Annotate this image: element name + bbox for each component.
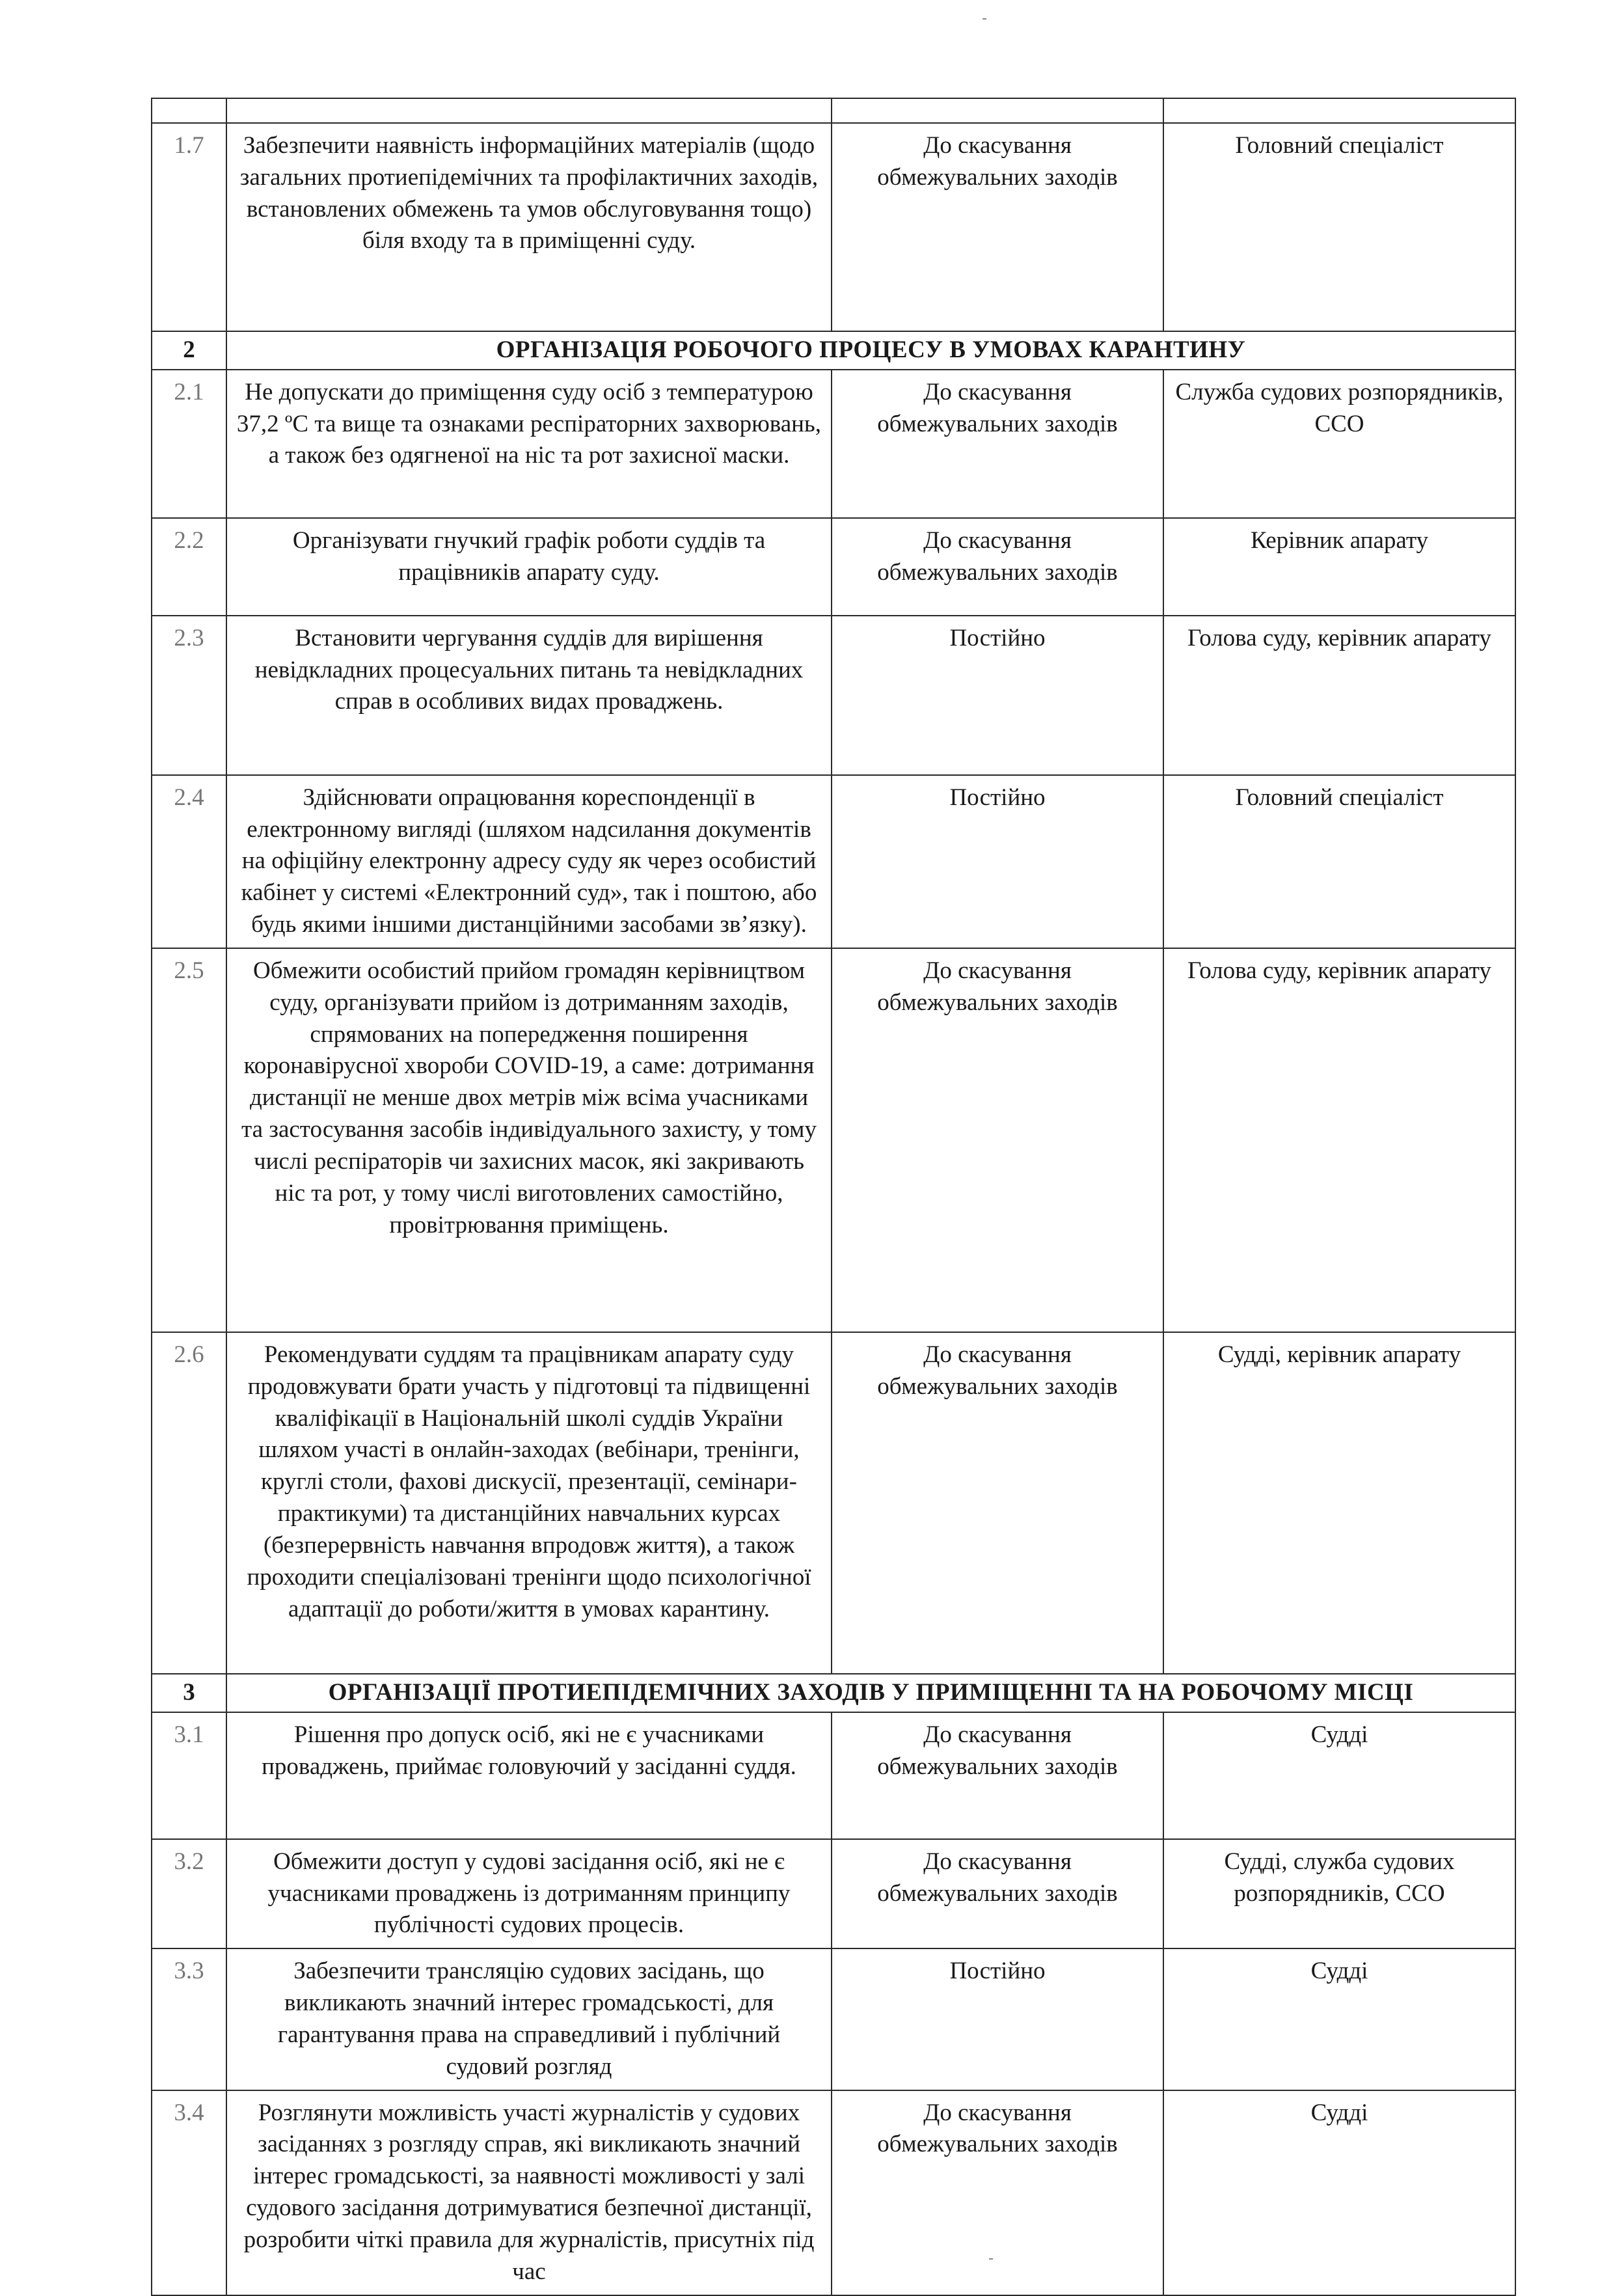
table-row: [152, 1839, 1515, 1948]
measures-table-body: [152, 98, 1515, 2295]
item-responsible: Голова суду, керівник апарату: [1163, 616, 1515, 775]
section-row: [152, 1674, 1515, 1712]
table-row: [152, 2090, 1515, 2295]
item-term: До скасування обмежувальних заходів: [832, 123, 1163, 331]
table-row: [152, 518, 1515, 616]
stub-cell: [152, 98, 226, 123]
stub-cell: [226, 98, 832, 123]
scan-mark: [983, 18, 986, 20]
item-number: 2.3: [152, 616, 226, 775]
item-task: Встановити чергування суддів для вирішення невідкладних процесуальних питань та невідкладних справ в особливих видах проваджень.: [226, 616, 832, 775]
item-term: Постійно: [832, 775, 1163, 948]
item-task: Здійснювати опрацювання кореспонденції в електронному вигляді (шляхом надсилання документів на офіційну електронну адресу суду як через особистий кабінет у системі «Електронний суд», так і поштою, або будь якими іншими дистанційними засобами зв’язку).: [226, 775, 832, 948]
item-term: До скасування обмежувальних заходів: [832, 2090, 1163, 2295]
item-number: 3.1: [152, 1712, 226, 1839]
section-title: ОРГАНІЗАЦІЇ ПРОТИЕПІДЕМІЧНИХ ЗАХОДІВ У ПРИМІЩЕННІ ТА НА РОБОЧОМУ МІСЦІ: [226, 1674, 1515, 1712]
item-responsible: Головний спеціаліст: [1163, 123, 1515, 331]
item-number: 3.2: [152, 1839, 226, 1948]
table-row: [152, 1948, 1515, 2090]
item-term: До скасування обмежувальних заходів: [832, 1839, 1163, 1948]
table-row: [152, 775, 1515, 948]
item-task: Обмежити доступ у судові засідання осіб, які не є учасниками проваджень із дотриманням принципу публічності судових процесів.: [226, 1839, 832, 1948]
table-row: [152, 370, 1515, 518]
item-number: 3.4: [152, 2090, 226, 2295]
item-task: Забезпечити трансляцію судових засідань, що викликають значний інтерес громадськості, для гарантування права на справедливий і публічний судовий розгляд: [226, 1948, 832, 2090]
continued-row-stub: [152, 98, 1515, 123]
table-row: [152, 616, 1515, 775]
item-term: До скасування обмежувальних заходів: [832, 370, 1163, 518]
item-number: 2.6: [152, 1332, 226, 1674]
item-responsible: Головний спеціаліст: [1163, 775, 1515, 948]
table-row: [152, 123, 1515, 331]
item-responsible: Служба судових розпорядників, ССО: [1163, 370, 1515, 518]
section-row: [152, 331, 1515, 370]
item-task: Організувати гнучкий графік роботи суддів та працівників апарату суду.: [226, 518, 832, 616]
item-responsible: Судді: [1163, 2090, 1515, 2295]
item-term: До скасування обмежувальних заходів: [832, 1712, 1163, 1839]
item-term: Постійно: [832, 616, 1163, 775]
item-task: Рекомендувати суддям та працівникам апарату суду продовжувати брати участь у підготовці та підвищенні кваліфікації в Національній школі суддів України шляхом участі в онлайн-заходах (вебінари, тренінги, круглі столи, фахові дискусії, презентації, семінари-практикуми) та дистанційних навчальних курсах (безперервність навчання впродовж життя), а також проходити спеціалізовані тренінги щодо психологічної адаптації до роботи/життя в умовах карантину.: [226, 1332, 832, 1674]
section-number: 2: [152, 331, 226, 370]
measures-table: [151, 98, 1516, 2296]
item-responsible: Голова суду, керівник апарату: [1163, 948, 1515, 1332]
section-title: ОРГАНІЗАЦІЯ РОБОЧОГО ПРОЦЕСУ В УМОВАХ КАРАНТИНУ: [226, 331, 1515, 370]
item-responsible: Судді: [1163, 1948, 1515, 2090]
item-task: Обмежити особистий прийом громадян керівництвом суду, організувати прийом із дотриманням заходів, спрямованих на попередження поширення коронавірусної хвороби COVID-19, а саме: дотримання дистанції не менше двох метрів між всіма учасниками та застосування засобів індивідуального захисту, у тому числі респіраторів чи захисних масок, які закривають ніс та рот, у тому числі виготовлених самостійно, провітрювання приміщень.: [226, 948, 832, 1332]
item-task: Розглянути можливість участі журналістів у судових засіданнях з розгляду справ, які викликають значний інтерес громадськості, за наявності можливості у залі судового засідання дотримуватися безпечної дистанції, розробити чіткі правила для журналістів, присутніх під час: [226, 2090, 832, 2295]
item-term: До скасування обмежувальних заходів: [832, 518, 1163, 616]
item-task: Забезпечити наявність інформаційних матеріалів (щодо загальних протиепідемічних та профілактичних заходів, встановлених обмежень та умов обслуговування тощо) біля входу та в приміщенні суду.: [226, 123, 832, 331]
item-task: Не допускати до приміщення суду осіб з температурою 37,2 ºС та вище та ознаками респіраторних захворювань, а також без одягненої на ніс та рот захисної маски.: [226, 370, 832, 518]
section-number: 3: [152, 1674, 226, 1712]
table-row: [152, 1332, 1515, 1674]
item-term: До скасування обмежувальних заходів: [832, 948, 1163, 1332]
item-number: 2.1: [152, 370, 226, 518]
stub-cell: [832, 98, 1163, 123]
item-responsible: Судді: [1163, 1712, 1515, 1839]
item-responsible: Судді, служба судових розпорядників, ССО: [1163, 1839, 1515, 1948]
item-number: 2.2: [152, 518, 226, 616]
table-row: [152, 948, 1515, 1332]
item-responsible: Судді, керівник апарату: [1163, 1332, 1515, 1674]
item-term: До скасування обмежувальних заходів: [832, 1332, 1163, 1674]
stub-cell: [1163, 98, 1515, 123]
item-number: 1.7: [152, 123, 226, 331]
item-number: 2.4: [152, 775, 226, 948]
item-responsible: Керівник апарату: [1163, 518, 1515, 616]
table-row: [152, 1712, 1515, 1839]
item-term: Постійно: [832, 1948, 1163, 2090]
item-task: Рішення про допуск осіб, які не є учасниками проваджень, приймає головуючий у засіданні суддя.: [226, 1712, 832, 1839]
item-number: 2.5: [152, 948, 226, 1332]
item-number: 3.3: [152, 1948, 226, 2090]
